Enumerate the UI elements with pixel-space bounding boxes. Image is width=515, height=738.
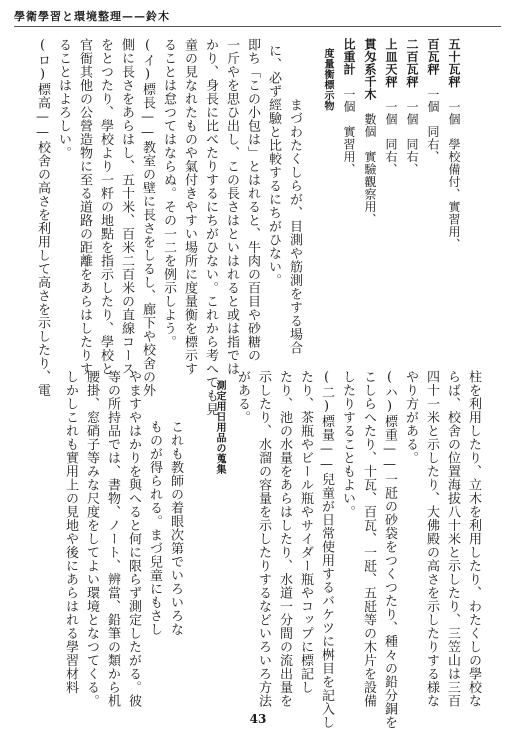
upper-body-text: まづわたくしらが、目測や筋測をする場合 に、必ず經驗と比較するにちがひない。 即ち「この小包は」とはれると、牛肉の百目や砂糖の 一斤やを思ひ出し、この長さはといはれると或は指では かり、身長に比べたりするにちがひない。これから考へても見 童の見なれたものや氣付きやすい場所に度量衡を標示す ることは怠つてはならぬ。その一二を例示しよう。 (イ)標長——教室の壁に長さをしるし、廊下や校舍の外 側に長さをあらはし、五十米、百米二百米の直線コース をとつたり、學校より一粁の地點を指示したり、學校と 官衙其他の公營造物に至る道路の距離をあらはしたりす ることはよろしい。 (ロ)標高——校舍の高さを利用して高さを示したり、電 [35,38,302,416]
page-number: 43 [249,712,267,726]
lower-body-text-left: これも教師の着眼次第でいろいろな ものが得られる。まづ兒童にもさし やますやはかりを與へると何に限らず測定したがる。彼 等の所持品では、書物、ノート、辨當、鉛筆の類から机 腰掛、窓硝子等みな尺度をしてよい環境となつてくる。 しかしこれも實用上の見地や後にあらはれる學習材料 [63,370,183,708]
running-header: 學衛學習と環境整理——鈴木 [14,10,170,23]
weights-item: 百瓦秤 一個 同右、 [426,38,440,163]
header-divider [14,26,501,27]
section-heading: 度量衡標示物 [322,48,333,111]
weights-item: 上皿天秤 一個 同右、 [384,38,398,176]
section-heading: 測定用日用品の蒐集 [214,380,225,475]
weights-item: 貫匁系千木 數個 實驗觀察用、 [363,38,377,226]
lower-body-text-right: 柱を利用したり、立木を利用したり、わたくしの學校な らば、校舍の位置海拔八十米と示したり、三笠山は三百 四十一米と示したり、大佛殿の高さを示したりする様な やり方がある。 (ハ)標重——一瓩の砂袋をつくつたり、種々の鉛分銅を こしらへたり、十瓦、百瓦、一瓩、五瓩等の木片を設備 したりすることもよい。 (二)標量——兒童が日常使用するバケツに桝目を記入し たり、茶瓶やビール瓶やサイダー瓶やコップに標記し たり、池の水量をあらはしたり、水道一分間の流出量を 示したり、水溜の容量を示したりするなどいろいろ方法 がある。 [235,370,481,729]
weights-item: 二百瓦秤 一個 同右、 [405,38,419,176]
weights-item: 五十瓦秤 一個 學校備付、實習用、 [447,38,461,251]
weights-item: 比重計 一個 實習用、 [342,38,356,176]
weights-list [338,38,464,338]
